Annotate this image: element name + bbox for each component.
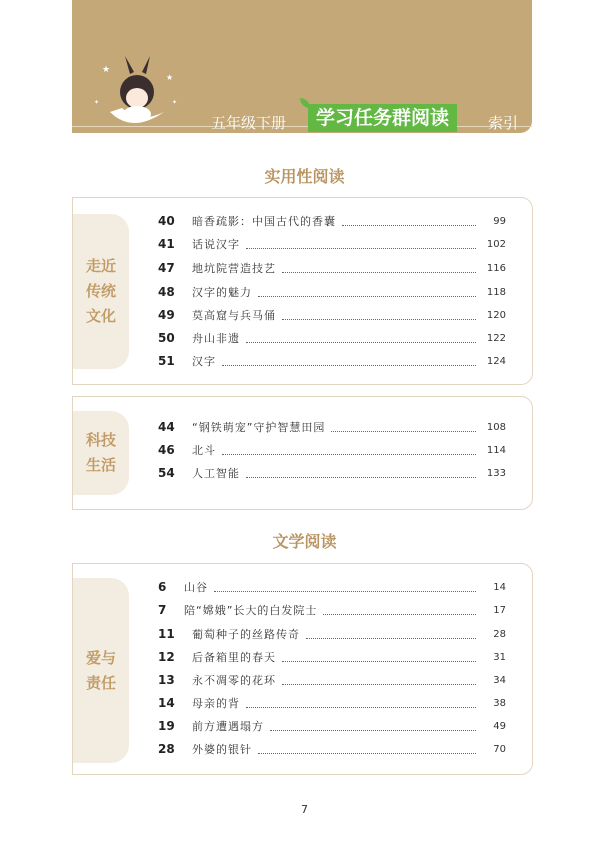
toc-row[interactable]: 19 前方遭遇塌方 49 [158,719,506,733]
section-title-practical: 实用性阅读 [264,167,345,186]
toc-row[interactable]: 49 莫高窟与兵马俑 120 [158,308,506,322]
toc-row[interactable]: 11 葡萄种子的丝路传奇 28 [158,627,506,641]
toc-row[interactable]: 48 汉字的魅力 118 [158,285,506,299]
toc-row[interactable]: 6 山谷 14 [158,580,506,594]
svg-text:★: ★ [166,73,174,82]
toc-row[interactable]: 46 北斗 114 [158,443,506,457]
svg-text:✦: ✦ [172,99,178,106]
banner-index: 索引 [488,114,519,132]
toc-row[interactable]: 13 永不凋零的花环 34 [158,673,506,687]
toc-row[interactable]: 7 陪“嫦娥”长大的白发院士 17 [158,603,506,617]
section-title-literature: 文学阅读 [272,532,337,551]
toc-row[interactable]: 51 汉字 124 [158,354,506,368]
svg-text:★: ★ [102,65,111,75]
toc-row[interactable]: 44 “钢铁萌宠”守护智慧田园 108 [158,420,506,434]
toc-row[interactable]: 40 暗香疏影：中国古代的香囊 99 [158,214,506,228]
toc-row[interactable]: 47 地坑院营造技艺 116 [158,261,506,275]
mascot-girl-on-moon-icon [92,52,182,132]
toc-row[interactable]: 54 人工智能 133 [158,466,506,480]
toc-row[interactable]: 50 舟山非遗 122 [158,331,506,345]
toc-row[interactable]: 28 外婆的银针 70 [158,742,506,756]
toc-row[interactable]: 41 话说汉字 102 [158,237,506,251]
group-tab-love: 爱与 责任 [73,578,129,763]
toc-row[interactable]: 14 母亲的背 38 [158,696,506,710]
group-tab-culture: 走近 传统 文化 [73,214,129,369]
group-tab-tech: 科技 生活 [73,411,129,495]
banner-title: 学习任务群阅读 [308,104,457,132]
toc-row[interactable]: 12 后备箱里的春天 31 [158,650,506,664]
page-number: 7 [301,803,308,816]
banner-grade: 五年级下册 [211,114,287,132]
svg-text:✦: ✦ [94,99,100,106]
